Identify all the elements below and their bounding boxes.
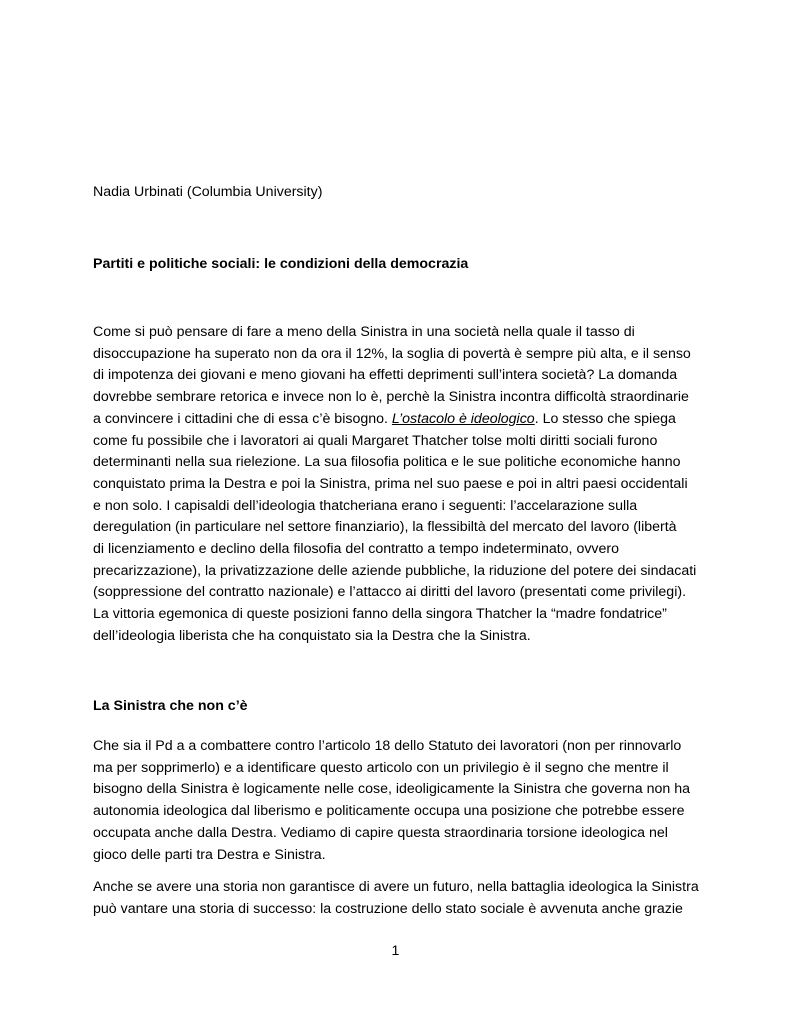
paragraph-line: (soppressione del contratto nazionale) e l’attacco ai diritti del lavoro (presentati come privilegi). — [93, 584, 687, 601]
line-text-before: a convincere i cittadini che di essa c’è bisogno. — [93, 410, 392, 427]
paragraph-line: gioco delle parti tra Destra e Sinistra. — [93, 846, 326, 863]
paragraph-line: autonomia ideologica dal liberismo e politicamente occupa una posizione che potrebbe essere — [93, 803, 685, 820]
paragraph-line: di licenziamento e declino della filosofia del contratto a tempo indeterminato, ovvero — [93, 541, 620, 558]
paragraph-line: La vittoria egemonica di queste posizioni fanno della singora Thatcher la “madre fondatrice” — [93, 606, 667, 623]
paragraph-line: Anche se avere una storia non garantisce di avere un futuro, nella battaglia ideologica la Sinistra — [93, 879, 699, 895]
page-number: 1 — [391, 943, 400, 959]
paragraph-third — [93, 877, 703, 920]
paragraph-line: dell’ideologia liberista che ha conquistato sia la Destra che la Sinistra. — [93, 627, 531, 644]
author-line: Nadia Urbinati (Columbia University) — [93, 184, 323, 200]
paragraph-second — [93, 736, 703, 866]
paragraph-line: dovrebbe sembrare retorica e invece non lo è, perchè la Sinistra incontra difficoltà straordinarie — [93, 389, 689, 406]
paragraph-line: deregulation (in particulare nel settore finanziario), la flessibiltà del mercato del lavoro (libertà — [93, 519, 677, 536]
paragraph-line: Che sia il Pd a a combattere contro l’articolo 18 dello Statuto dei lavoratori (non per rinnovarlo — [93, 738, 682, 754]
paragraph-line: disoccupazione ha superato non da ora il 12%, la soglia di povertà è sempre più alta, e il senso — [93, 345, 691, 362]
paragraph-line: determinanti nella sua rielezione. La sua filosofia politica e le sue politiche economiche hanno — [93, 454, 681, 471]
section-heading: La Sinistra che non c’è — [93, 698, 248, 714]
paragraph-line: Come si può pensare di fare a meno della Sinistra in una società nella quale il tasso di — [93, 324, 635, 340]
paragraph-line: bisogno della Sinistra è logicamente nelle cose, ideoligicamente la Sinistra che governa non ha — [93, 781, 691, 798]
paragraph-intro — [93, 322, 703, 648]
paragraph-line: come fu possibile che i lavoratori ai quali Margaret Thatcher tolse molti diritti sociali furono — [93, 432, 658, 449]
paragraph-line: occupata anche dalla Destra. Vediamo di capire questa straordinaria torsione ideologica nel — [93, 824, 668, 841]
paragraph-line: ma per sopprimerlo) e a identificare questo articolo con un privilegio è il segno che mentre il — [93, 759, 669, 776]
paragraph-line: e non solo. I capisaldi dell’ideologia thatcheriana erano i seguenti: l’accelarazione sulla — [93, 497, 638, 514]
paragraph-line — [93, 409, 703, 431]
paragraph-line: precarizzazione), la privatizzazione delle aziende pubbliche, la riduzione del potere dei sindacati — [93, 562, 697, 579]
emphasized-phrase: L’ostacolo è ideologico — [391, 410, 535, 427]
line-text-after: . Lo stesso che spiega — [534, 410, 676, 427]
document-title: Partiti e politiche sociali: le condizioni della democrazia — [93, 256, 469, 272]
paragraph-line: può vantare una storia di successo: la costruzione dello stato sociale è avvenuta anche grazie — [93, 900, 683, 917]
paragraph-line: conquistato prima la Destra e poi la Sinistra, prima nel suo paese e poi in altri paesi occidentali — [93, 475, 688, 492]
paragraph-line: di impotenza dei giovani e meno giovani ha effetti deprimenti sull’intera società? La domanda — [93, 367, 678, 384]
